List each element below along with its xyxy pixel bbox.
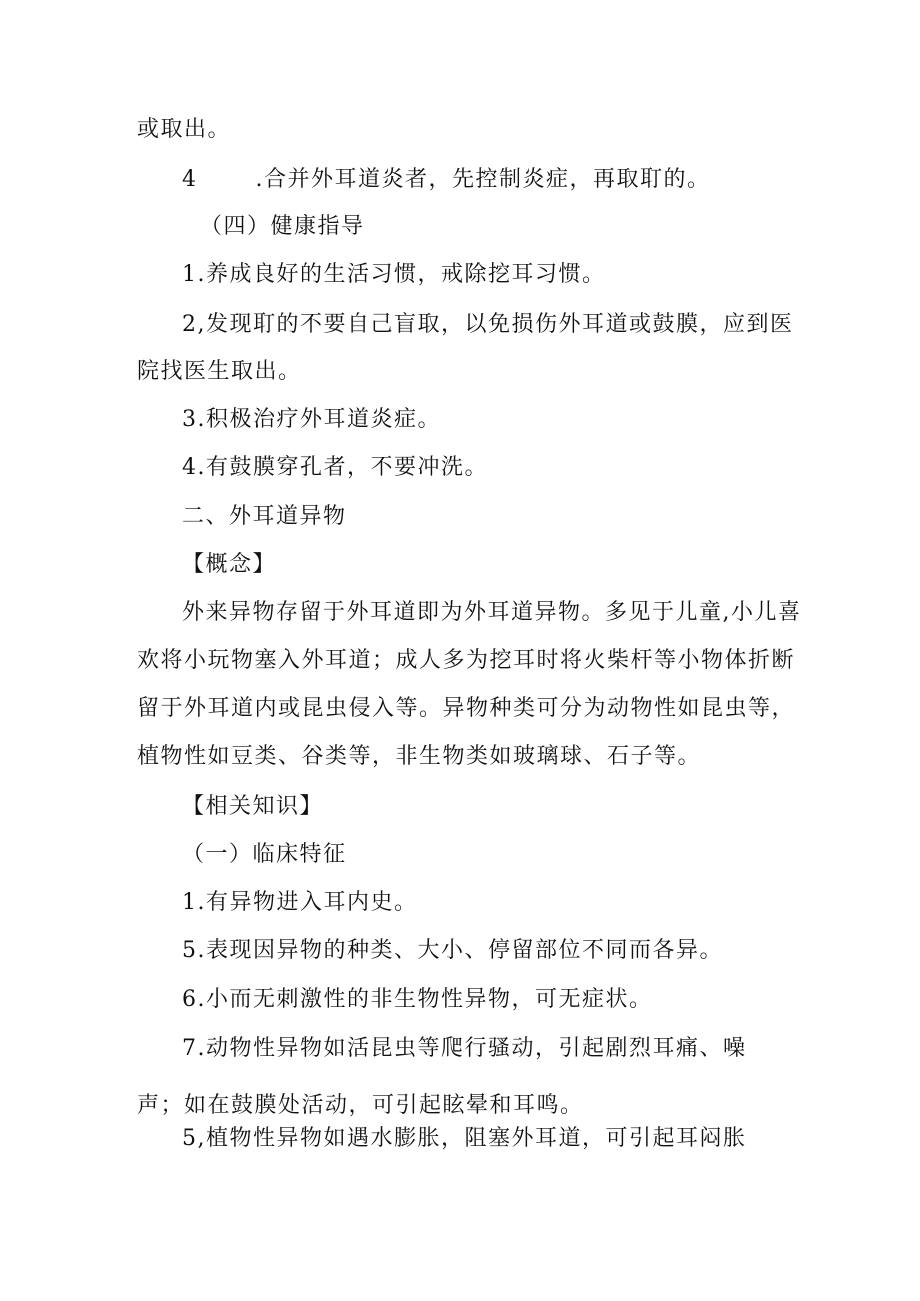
list-item: 4.有鼓膜穿孔者，不要冲洗。 [182, 455, 488, 480]
text-line: 声；如在鼓膜处活动，可引起眩晕和耳鸣。 [137, 1093, 584, 1118]
list-item: 2,发现耵的不要自己盲取，以免损伤外耳道或鼓膜，应到医 [182, 312, 794, 337]
subheading: 【相关知识】 [182, 794, 324, 819]
text-line: 院找医生取出。 [137, 359, 302, 384]
paragraph-line: 植物性如豆类、谷类等，非生物类如玻璃球、石子等。 [137, 744, 702, 769]
list-item [182, 165, 711, 195]
item-text: .合并外耳道炎者，先控制炎症，再取耵的。 [255, 167, 711, 192]
paragraph-line: 留于外耳道内或昆虫侵入等。异物种类可分为动物性如昆虫等， [137, 696, 796, 721]
item-number: 4 [182, 167, 198, 192]
list-item: 6.小而无刺激性的非生物性异物，可无症状。 [182, 987, 653, 1012]
paragraph-line: 欢将小玩物塞入外耳道；成人多为挖耳时将火柴杆等小物体折断 [137, 648, 796, 673]
list-item: 1.有异物进入耳内史。 [182, 890, 418, 915]
list-item: 1.养成良好的生活习惯，戒除挖耳习惯。 [182, 262, 606, 287]
section-heading: （一）临床特征 [182, 842, 347, 867]
list-item: 5.表现因异物的种类、大小、停留部位不同而各异。 [182, 938, 723, 963]
section-heading: （四）健康指导 [200, 214, 365, 239]
text-line: 或取出。 [137, 117, 232, 142]
subheading: 【概念】 [182, 552, 277, 577]
section-heading: 二、外耳道异物 [182, 504, 347, 529]
list-item: 5,植物性异物如遇水膨胀，阻塞外耳道，可引起耳闷胀 [182, 1126, 747, 1151]
list-item: 7.动物性异物如活昆虫等爬行骚动，引起剧烈耳痛、噪 [182, 1036, 747, 1061]
paragraph-line: 外来异物存留于外耳道即为外耳道异物。多见于儿童,小儿喜 [182, 600, 802, 625]
list-item: 3.积极治疗外耳道炎症。 [182, 407, 441, 432]
